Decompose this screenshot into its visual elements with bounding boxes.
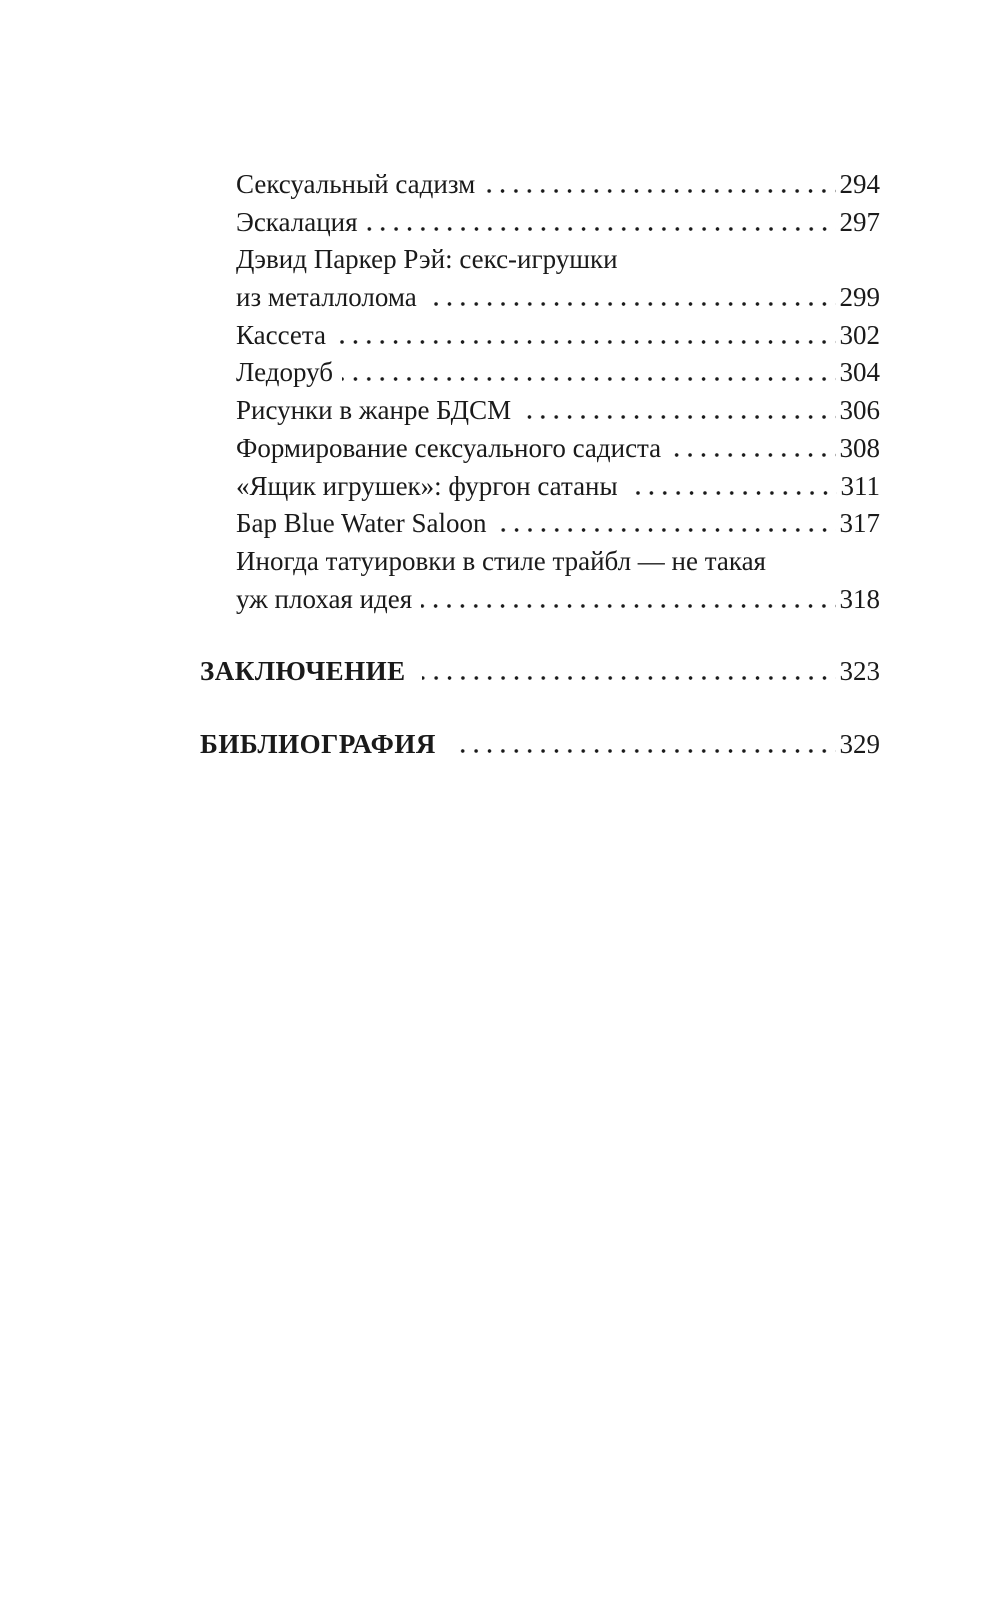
toc-entry-label: Ледоруб	[236, 357, 334, 388]
toc-row	[200, 204, 880, 242]
toc-page-number: 329	[839, 728, 880, 759]
toc-row	[200, 543, 880, 581]
toc-page-number: 297	[839, 206, 880, 237]
toc-entry-label: Иногда татуировки в стиле трайбл — не такая	[236, 545, 766, 576]
toc-row	[200, 317, 880, 355]
toc-entry-label: ЗАКЛЮЧЕНИЕ	[200, 656, 406, 687]
toc-page-number: 302	[839, 319, 880, 350]
toc-row	[200, 279, 880, 317]
toc-page-number: 294	[839, 169, 880, 199]
toc-page-number: 311	[840, 470, 880, 501]
toc-row	[200, 354, 880, 392]
toc-row	[200, 241, 880, 279]
toc-row	[200, 468, 880, 506]
toc-row	[200, 726, 880, 764]
toc-row	[200, 581, 880, 619]
toc-page-number: 318	[839, 583, 880, 614]
toc-entry-label: Кассета	[236, 319, 327, 350]
table-of-contents	[200, 166, 880, 764]
toc-entry-label: Бар Blue Water Saloon	[236, 508, 487, 539]
toc-entry-label: БИБЛИОГРАФИЯ	[200, 728, 436, 759]
toc-entry-label: Сексуальный садизм	[236, 169, 476, 199]
toc-page-number: 323	[839, 656, 880, 687]
toc-row	[200, 505, 880, 543]
toc-entry-label: Формирование сексуального садиста	[236, 432, 662, 463]
toc-entry-label: Дэвид Паркер Рэй: секс-игрушки	[236, 244, 618, 275]
toc-page-number: 306	[839, 395, 880, 426]
toc-page-number: 317	[839, 508, 880, 539]
toc-entry-label: из металлолома	[236, 282, 417, 313]
toc-entry-label: «Ящик игрушек»: фургон сатаны	[236, 470, 618, 501]
toc-page-number: 308	[839, 432, 880, 463]
toc-page-number: 299	[839, 282, 880, 313]
toc-row	[200, 430, 880, 468]
toc-page-number: 304	[839, 357, 880, 388]
toc-entry-label: Эскалация	[236, 206, 358, 237]
toc-row	[200, 166, 880, 204]
toc-entry-label: уж плохая идея	[236, 583, 413, 614]
toc-row	[200, 392, 880, 430]
toc-entry-label: Рисунки в жанре БДСМ	[236, 395, 512, 426]
toc-row	[200, 653, 880, 691]
